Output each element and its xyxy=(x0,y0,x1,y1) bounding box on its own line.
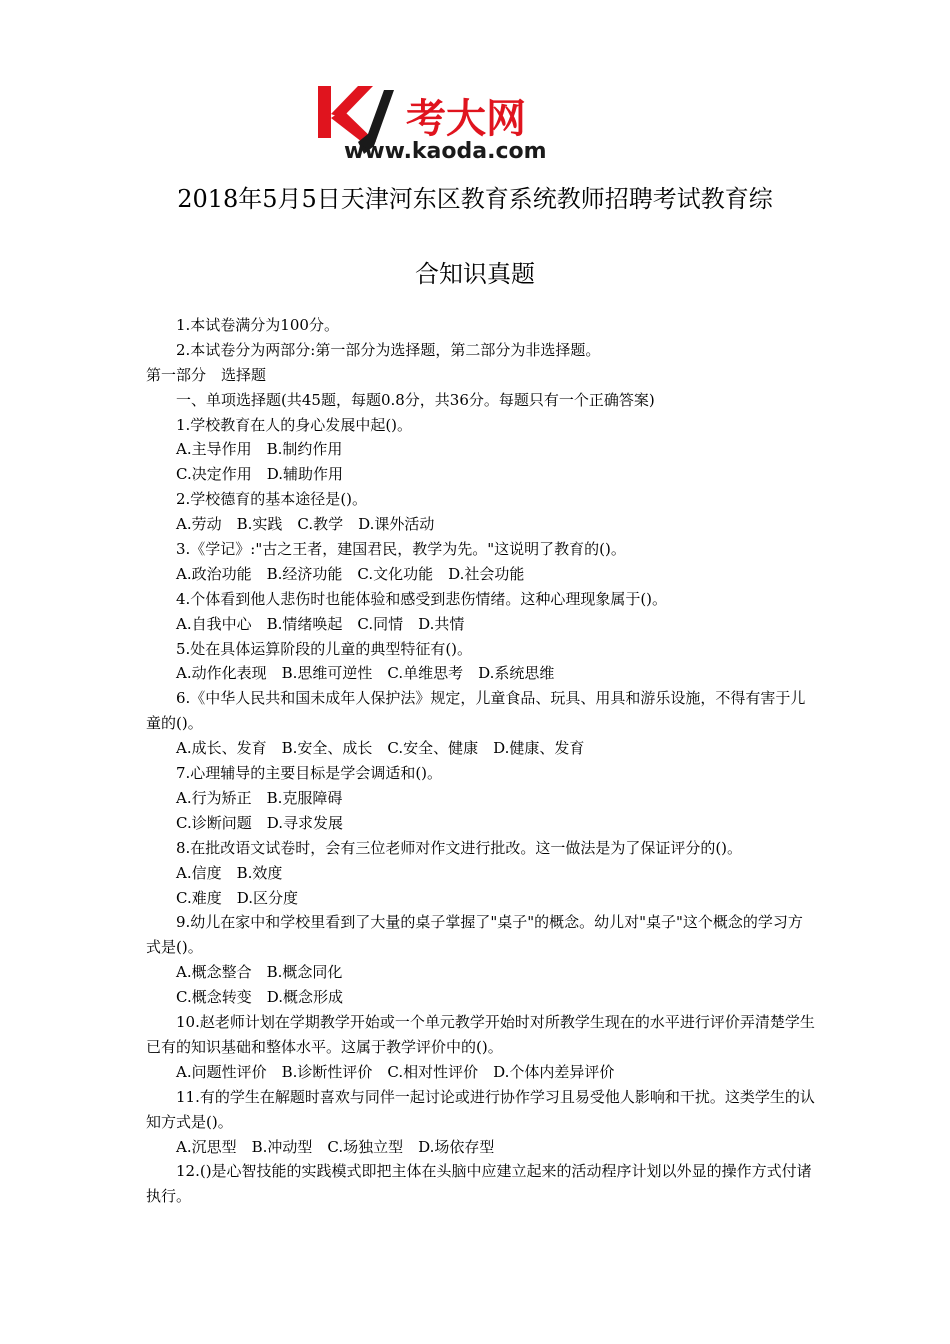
question-stem: 5.处在具体运算阶段的儿童的典型特征有()。 xyxy=(176,639,473,658)
document-title-line-1: 2018年5月5日天津河东区教育系统教师招聘考试教育综 xyxy=(177,185,773,213)
logo-url-text: www.kaoda.com xyxy=(344,139,547,164)
question-options: C.难度 D.区分度 xyxy=(176,888,298,907)
question-options: A.成长、发育 B.安全、成长 C.安全、健康 D.健康、发育 xyxy=(176,739,585,758)
question-options: A.沉思型 B.冲动型 C.场独立型 D.场依存型 xyxy=(176,1137,495,1156)
part-heading: 第一部分 选择题 xyxy=(146,365,267,384)
question-stem: 4.个体看到他人悲伤时也能体验和感受到悲伤情绪。这种心理现象属于()。 xyxy=(176,589,668,608)
question-options: A.劳动 B.实践 C.教学 D.课外活动 xyxy=(176,515,435,534)
question-stem: 9.幼儿在家中和学校里看到了大量的桌子掌握了"桌子"的概念。幼儿对"桌子"这个概念的学习方式是()。 xyxy=(146,913,803,957)
question-options: A.自我中心 B.情绪唤起 C.同情 D.共情 xyxy=(176,614,465,633)
question-options: A.行为矫正 B.克服障碍 xyxy=(176,788,343,807)
section-heading: 一、单项选择题(共45题，每题0.8分，共36分。每题只有一个正确答案) xyxy=(176,390,655,409)
question-stem: 8.在批改语文试卷时，会有三位老师对作文进行批改。这一做法是为了保证评分的()。 xyxy=(176,838,743,857)
question-options: A.政治功能 B.经济功能 C.文化功能 D.社会功能 xyxy=(176,564,525,583)
question-options: C.概念转变 D.概念形成 xyxy=(176,988,343,1007)
question-stem: 12.()是心智技能的实践模式即把主体在头脑中应建立起来的活动程序计划以外显的操作方式付诸执行。 xyxy=(146,1162,812,1206)
question-stem: 3.《学记》:"古之王者，建国君民，教学为先。"这说明了教育的()。 xyxy=(176,540,626,559)
question-options: A.主导作用 B.制约作用 xyxy=(176,440,343,459)
kaoda-logo xyxy=(318,84,638,164)
question-stem: 1.学校教育在人的身心发展中起()。 xyxy=(176,415,413,434)
question-options: A.动作化表现 B.思维可逆性 C.单维思考 D.系统思维 xyxy=(176,664,555,683)
document-title-line-2: 合知识真题 xyxy=(415,260,535,288)
question-options: A.概念整合 B.概念同化 xyxy=(176,963,343,982)
question-stem: 7.心理辅导的主要目标是学会调适和()。 xyxy=(176,764,443,783)
question-stem: 11.有的学生在解题时喜欢与同伴一起讨论或进行协作学习且易受他人影响和干扰。这类学生的认知方式是()。 xyxy=(146,1087,815,1131)
question-stem: 2.学校德育的基本途径是()。 xyxy=(176,490,368,509)
question-options: A.问题性评价 B.诊断性评价 C.相对性评价 D.个体内差异评价 xyxy=(176,1062,615,1081)
question-options: A.信度 B.效度 xyxy=(176,863,283,882)
question-stem: 6.《中华人民共和国未成年人保护法》规定，儿童食品、玩具、用具和游乐设施，不得有害于儿童的()。 xyxy=(146,689,806,733)
note-2: 2.本试卷分为两部分:第一部分为选择题，第二部分为非选择题。 xyxy=(176,340,601,359)
exam-body xyxy=(146,313,816,1209)
question-options: C.决定作用 D.辅助作用 xyxy=(176,465,343,484)
question-stem: 10.赵老师计划在学期教学开始或一个单元教学开始时对所教学生现在的水平进行评价弄清楚学生已有的知识基础和整体水平。这属于教学评价中的()。 xyxy=(146,1013,815,1056)
logo-brand-text: 考大网 xyxy=(406,96,526,142)
question-options: C.诊断问题 D.寻求发展 xyxy=(176,813,343,832)
note-1: 1.本试卷满分为100分。 xyxy=(176,316,339,334)
